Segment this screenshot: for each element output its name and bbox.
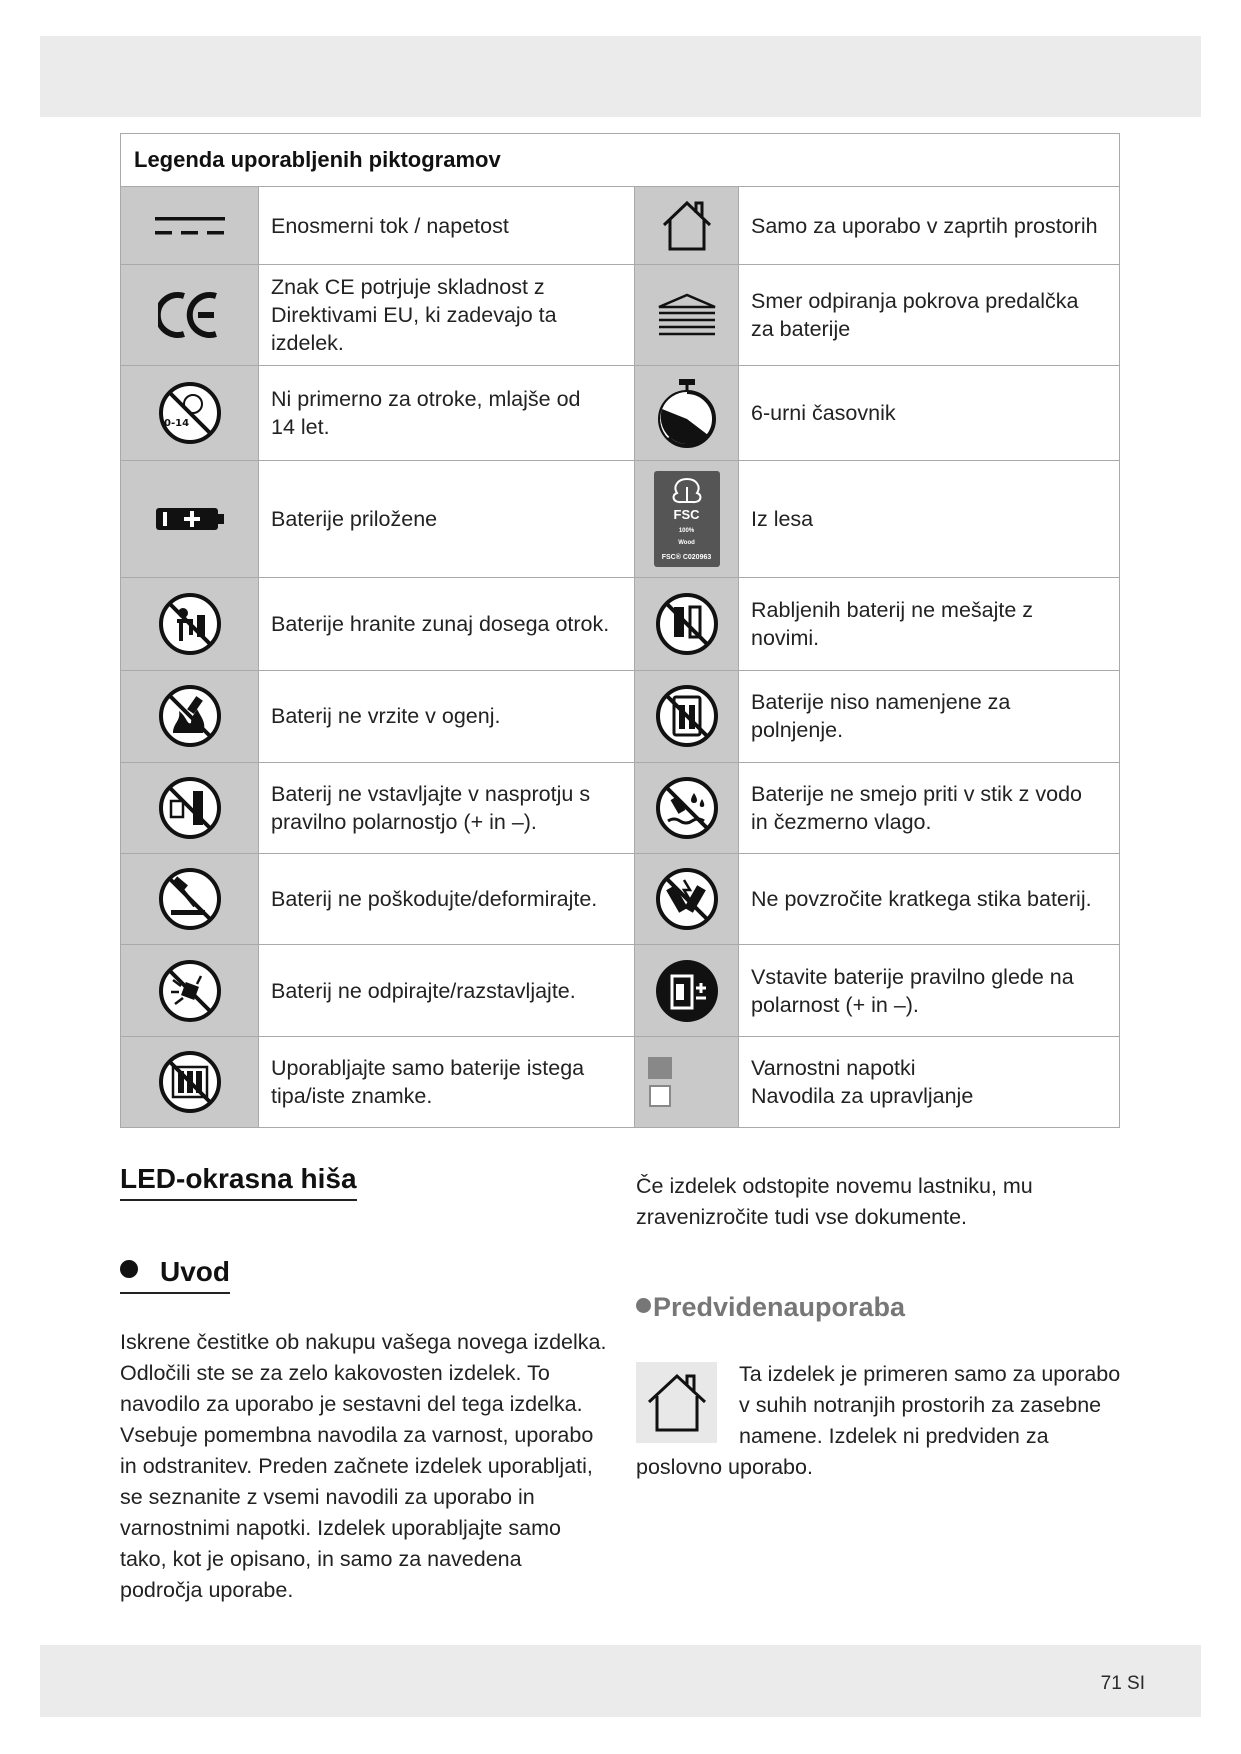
intended-use-block: [636, 1359, 1126, 1483]
intended-use-heading-text: Predvidenauporaba: [653, 1292, 906, 1322]
intended-use-heading: [636, 1292, 905, 1323]
no-disassemble-icon: [121, 945, 259, 1036]
product-title: LED-okrasna hiša: [120, 1163, 357, 1201]
legend-text-left: Uporabljajte samo baterije istega tipa/iste znamke.: [259, 1036, 635, 1127]
legend-row: [121, 460, 1120, 577]
legend-text-right: Vstavite baterije pravilno glede na polarnost (+ in –).: [739, 945, 1120, 1036]
legend-row: [121, 578, 1120, 670]
no-recharge-icon: [635, 670, 739, 762]
intended-use-paragraph: Ta izdelek je primeren samo za uporabo v suhih notranjih prostorih za zasebne namene. Izdelek ni predviden za poslovno uporabo.: [636, 1362, 1121, 1479]
timer-icon: [635, 365, 739, 460]
legend-row: [121, 854, 1120, 945]
legend-title: Legenda uporabljenih piktogramov: [121, 134, 1120, 187]
footer-band: [40, 1645, 1201, 1717]
squares-legend-icon: [635, 1036, 739, 1127]
fsc-wood: Wood: [678, 540, 695, 547]
legend-text-left: Baterij ne poškodujte/deformirajte.: [259, 854, 635, 945]
legend-text-left: Ni primerno za otroke, mlajše od 14 let.: [259, 365, 635, 460]
no-short-circuit-icon: [635, 854, 739, 945]
legend-text-left: Baterije hranite zunaj dosega otrok.: [259, 578, 635, 670]
handover-paragraph: Če izdelek odstopite novemu lastniku, mu zravenizročite tudi vse dokumente.: [636, 1174, 1033, 1229]
legend-text-right: Baterije ne smejo priti v stik z vodo in čezmerno vlago.: [739, 762, 1120, 853]
no-fire-icon: [121, 670, 259, 762]
dc-symbol-icon: [121, 187, 259, 265]
legend-text-left: Baterij ne vrzite v ogenj.: [259, 670, 635, 762]
legend-text-right: 6-urni časovnik: [739, 365, 1120, 460]
intro-heading-text: Uvod: [160, 1256, 230, 1287]
legend-row: [121, 265, 1120, 365]
legend-text-left: Baterije priložene: [259, 460, 635, 577]
legend-row: [121, 762, 1120, 853]
not-for-children-icon: [121, 365, 259, 460]
legend-row: [121, 187, 1120, 265]
fsc-code: FSC® C020963: [661, 554, 712, 562]
house-icon: [635, 187, 739, 265]
legend-row: [121, 670, 1120, 762]
ce-mark-icon: [121, 265, 259, 365]
legend-row: [121, 1036, 1120, 1127]
legend-text-right: Baterije niso namenjene za polnjenje.: [739, 670, 1120, 762]
pictogram-legend-table: [120, 133, 1120, 1128]
legend-text-right: Varnostni napotki Navodila za upravljanje: [739, 1036, 1120, 1127]
same-type-batteries-icon: [121, 1036, 259, 1127]
legend-text-left: Znak CE potrjuje skladnost z Direktivami EU, ki zadevajo ta izdelek.: [259, 265, 635, 365]
legend-text-right: Iz lesa: [739, 460, 1120, 577]
no-water-icon: [635, 762, 739, 853]
legend-text-left: Baterij ne vstavljajte v nasprotju s pravilno polarnostjo (+ in –).: [259, 762, 635, 853]
legend-text-right: Rabljenih baterij ne mešajte z novimi.: [739, 578, 1120, 670]
keep-from-children-icon: [121, 578, 259, 670]
battery-lid-icon: [635, 265, 739, 365]
intro-paragraph: Iskrene čestitke ob nakupu vašega novega izdelka. Odločili ste se za zelo kakovosten izdelek. To navodilo za uporabo je sestavni del tega izdelka. Vsebuje pomembna navodila za varnost, uporabo in odstranitev. Preden začnete izdelek uporabljati, se seznanite z vsemi navodili za uporabo in varnostnimi napotki. Izdelek uporabljajte samo tako, kot je opisano, in samo za navedena področja uporabe.: [120, 1330, 607, 1602]
no-mixing-batteries-icon: [635, 578, 739, 670]
top-band: [40, 36, 1201, 117]
no-damage-icon: [121, 854, 259, 945]
page-number: 71 SI: [1100, 1673, 1145, 1694]
legend-row: [121, 365, 1120, 460]
house-icon: [636, 1362, 717, 1443]
intro-heading: [120, 1256, 230, 1294]
legend-text-left: Enosmerni tok / napetost: [259, 187, 635, 265]
legend-text-left: Baterij ne odpirajte/razstavljajte.: [259, 945, 635, 1036]
fsc-percent: 100%: [678, 528, 695, 535]
legend-text-right: Samo za uporabo v zaprtih prostorih: [739, 187, 1120, 265]
child-age-label: 0-14: [163, 417, 189, 429]
fsc-logo-icon: [635, 460, 739, 577]
legend-row: [121, 945, 1120, 1036]
legend-text-right: Ne povzročite kratkega stika baterij.: [739, 854, 1120, 945]
bullet-icon: [636, 1298, 651, 1313]
battery-icon: [121, 460, 259, 577]
no-reverse-polarity-icon: [121, 762, 259, 853]
legend-text-right: Smer odpiranja pokrova predalčka za baterije: [739, 265, 1120, 365]
insert-polarity-icon: [635, 945, 739, 1036]
fsc-brand: FSC: [673, 507, 700, 523]
bullet-icon: [120, 1260, 138, 1278]
